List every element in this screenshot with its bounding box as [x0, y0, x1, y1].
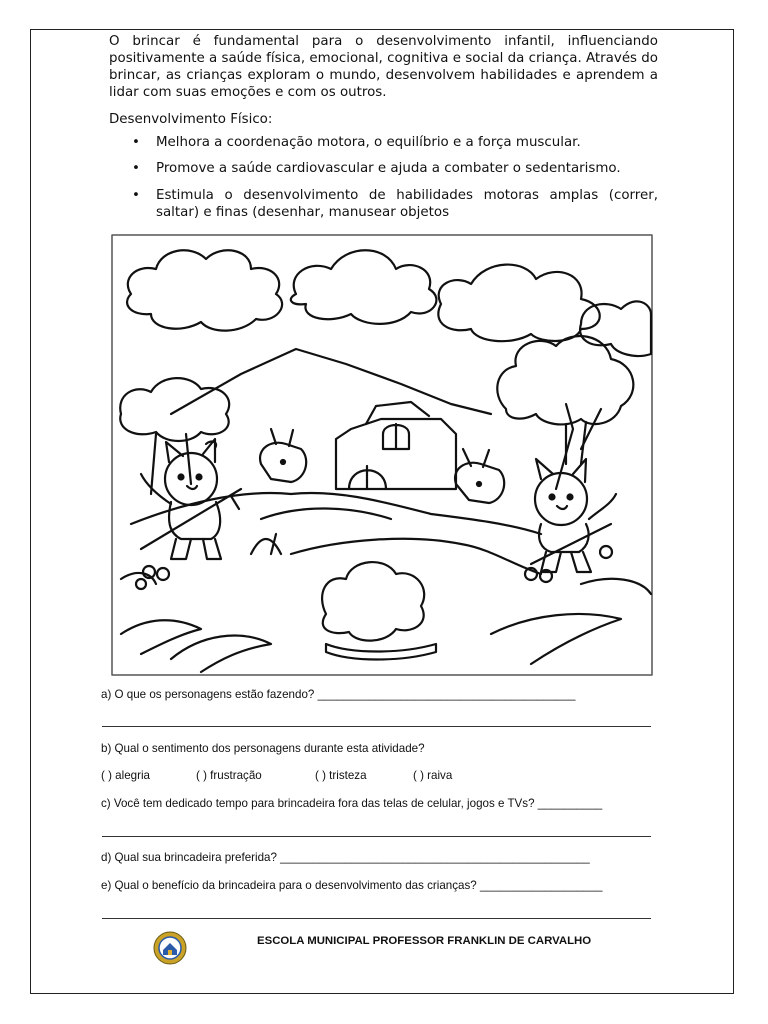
horse-head-right	[455, 449, 504, 503]
character-right	[531, 459, 616, 572]
option-frustracao[interactable]: ( ) frustração	[196, 769, 262, 782]
bush-center	[322, 562, 436, 659]
character-left	[141, 439, 241, 559]
mountains	[171, 349, 491, 414]
coloring-illustration	[111, 234, 653, 676]
trees	[120, 336, 633, 494]
intro-paragraph: O brincar é fundamental para o desenvolvimento infantil, influenciando positivamente a saúde física, emocional, cognitiva e social da criança. Através do brincar, as crianças exploram o mundo, desenvolvem habilidades e aprendem a lidar com suas emoções e com os outros.	[109, 34, 658, 100]
house	[336, 402, 456, 489]
bullet-item: • Melhora a coordenação motora, o equilíbrio e a força muscular.	[130, 134, 658, 151]
option-alegria[interactable]: ( ) alegria	[101, 769, 150, 782]
question-b: b) Qual o sentimento dos personagens durante esta atividade?	[101, 742, 425, 755]
flowers	[136, 546, 612, 589]
school-name: ESCOLA MUNICIPAL PROFESSOR FRANKLIN DE CARVALHO	[257, 935, 592, 947]
school-logo-icon	[153, 931, 187, 965]
clouds	[127, 250, 651, 356]
bullet-item: • Estimula o desenvolvimento de habilidades motoras amplas (correr, saltar) e finas (desenhar, manusear objetos	[130, 187, 658, 221]
bullet-list	[130, 134, 658, 230]
answer-line	[102, 836, 651, 837]
bullet-item: • Promove a saúde cardiovascular e ajuda a combater o sedentarismo.	[130, 160, 658, 177]
question-c: c) Você tem dedicado tempo para brincadeira fora das telas de celular, jogos e TVs? __________	[101, 797, 603, 810]
section-title: Desenvolvimento Físico:	[109, 112, 273, 127]
horse-head-left	[260, 429, 306, 482]
question-d: d) Qual sua brincadeira preferida? ________________________________________________	[101, 851, 590, 864]
answer-line	[102, 726, 651, 727]
option-raiva[interactable]: ( ) raiva	[413, 769, 453, 782]
question-e: e) Qual o benefício da brincadeira para o desenvolvimento das crianças? ___________________	[101, 879, 603, 892]
option-tristeza[interactable]: ( ) tristeza	[315, 769, 367, 782]
answer-line	[102, 918, 651, 919]
question-a: a) O que os personagens estão fazendo? ________________________________________	[101, 688, 576, 701]
